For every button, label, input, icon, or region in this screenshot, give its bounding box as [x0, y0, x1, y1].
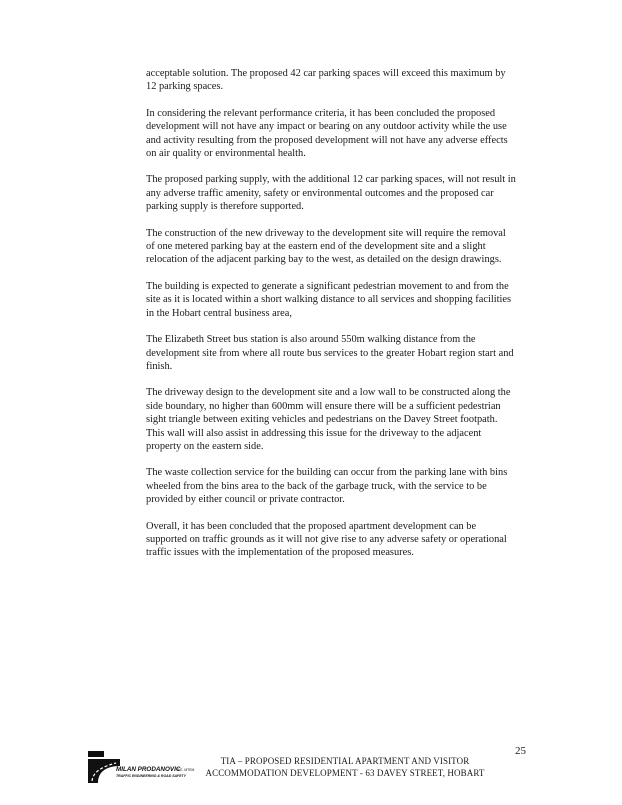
paragraph: Overall, it has been concluded that the proposed apartment development can be supported on traffic grounds as it will not give rise to any adverse safety or operational traffic issues with the implementation of the proposed measures. — [146, 520, 507, 559]
paragraph: acceptable solution. The proposed 42 car parking spaces will exceed this maximum by 12 parking spaces. — [146, 68, 506, 93]
document-body — [146, 67, 516, 573]
paragraph: The building is expected to generate a significant pedestrian movement to and from the site as it is located within a short walking distance to all services and shopping facilities in the Hobart central business area, — [146, 280, 512, 319]
logo-name-text: MILAN PRODANOVIC — [116, 766, 181, 773]
page-number: 25 — [515, 745, 526, 757]
paragraph: The proposed parking supply, with the additional 12 car parking spaces, will not result in any adverse traffic amenity, safety or environmental outcomes and the proposed car parking supply is therefore supported. — [146, 174, 516, 213]
footer-title-line-2: ACCOMMODATION DEVELOPMENT - 63 DAVEY STREET, HOBART — [205, 768, 485, 778]
logo-top-bar — [88, 751, 104, 757]
footer-title-line-1: TIA – PROPOSED RESIDENTIAL APARTMENT AND VISITOR — [220, 756, 470, 766]
paragraph: In considering the relevant performance criteria, it has been concluded the proposed development will not have any impact or bearing on any outdoor activity while the use and activity resulting from the proposed development will not have any adverse effects on air quality or environmental health. — [146, 107, 508, 160]
logo-suffix-text: B.E. MTEM — [177, 768, 195, 772]
paragraph: The waste collection service for the building can occur from the parking lane with bins wheeled from the bins area to the back of the garbage truck, with the service to be provided by either council or private contractor. — [146, 467, 508, 506]
footer-document-title — [190, 755, 500, 779]
paragraph: The construction of the new driveway to the development site will require the removal of one metered parking bay at the eastern end of the development site and a slight relocation of the adjacent parking bay to the west, as detailed on the design drawings. — [146, 227, 506, 266]
logo-tagline-text: TRAFFIC ENGINEERING & ROAD SAFETY — [116, 774, 187, 778]
paragraph: The driveway design to the development site and a low wall to be constructed along the side boundary, no higher than 600mm will ensure there will be a sufficient pedestrian sight triangle between exiting vehicles and pedestrians on the Davey Street footpath. This wall will also assist in addressing this issue for the driveway to the adjacent property on the eastern side. — [146, 387, 511, 452]
road-curve-logo-icon — [86, 750, 204, 784]
paragraph: The Elizabeth Street bus station is also around 550m walking distance from the development site from where all route bus services to the greater Hobart region start and finish. — [146, 334, 514, 372]
